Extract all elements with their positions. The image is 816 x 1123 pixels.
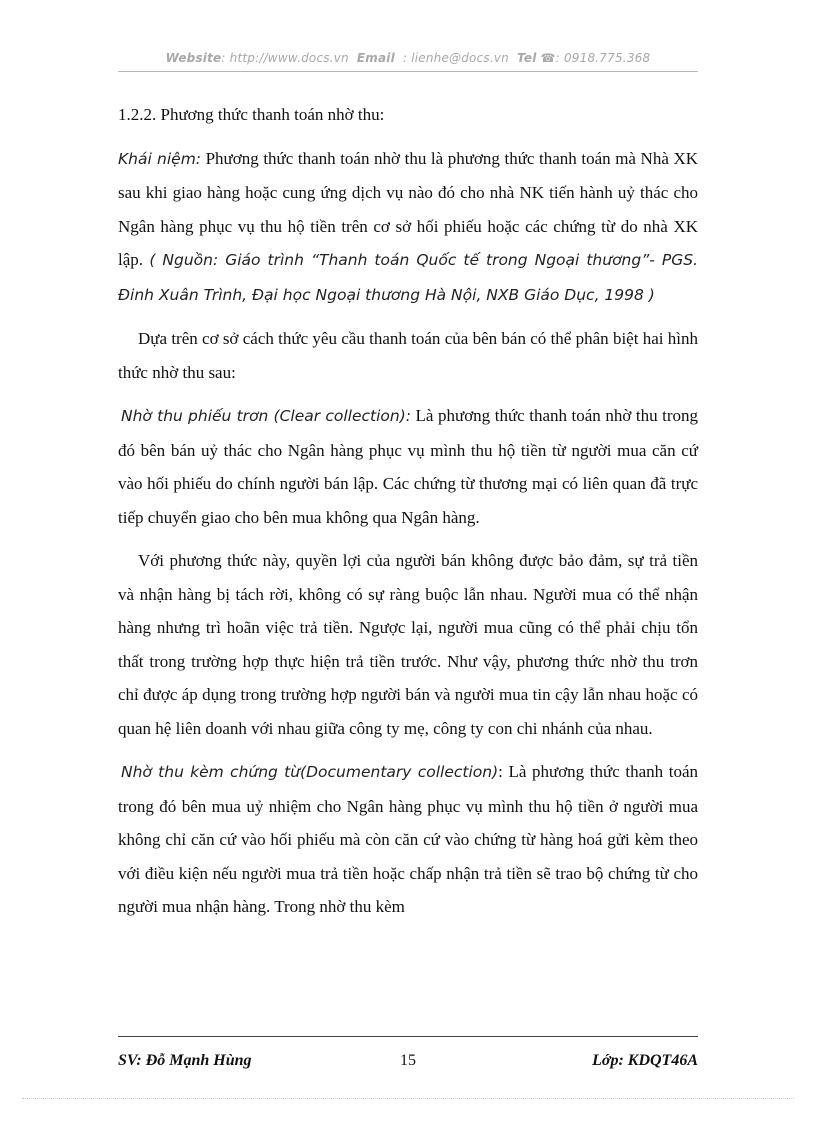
tel-label: Tel xyxy=(517,51,537,65)
website-label: Website xyxy=(165,51,222,65)
page-footer xyxy=(118,1052,698,1076)
page-header xyxy=(118,51,698,65)
page-number: 15 xyxy=(400,1052,416,1069)
clear-collection-analysis: Với phương thức này, quyền lợi của người bán không được bảo đảm, sự trả tiền và nhận hàng bị tách rời, không có sự ràng buộc lẫn nhau. Người mua có thể nhận hàng nhưng trì hoãn việc trả tiền. Ngược lại, người mua cũng có thể phải chịu tổn thất trong trường hợp thực hiện trả tiền trước. Như vậy, phương thức nhờ thu trơn chỉ được áp dụng trong trường hợp người bán và người mua tin cậy lẫn nhau hoặc có quan hệ liên doanh với nhau giữa công ty mẹ, công ty con chi nhánh của nhau. xyxy=(118,551,698,738)
concept-label: Khái niệm: xyxy=(118,149,202,168)
header-divider xyxy=(118,71,698,72)
email-label: Email xyxy=(356,51,395,65)
class-code: Lớp: KDQT46A xyxy=(592,1052,698,1069)
concept-text: Phương thức thanh toán nhờ thu là phương thức thanh toán mà Nhà XK sau khi giao hàng hoặc cung ứng dịch vụ nào đó cho nhà NK tiến hành uỷ thác cho Ngân hàng phục vụ thu hộ tiền trên cơ sở hối phiếu hoặc các chứng từ do nhà XK lập. xyxy=(118,148,698,269)
student-name: SV: Đỗ Mạnh Hùng xyxy=(118,1052,252,1069)
email-value: : lienhe@docs.vn xyxy=(402,51,509,65)
document-body xyxy=(118,98,698,924)
section-heading: 1.2.2. Phương thức thanh toán nhờ thu: xyxy=(118,105,385,124)
page-edge-divider xyxy=(22,1098,794,1099)
documentary-collection-term: Nhờ thu kèm chứng từ(Documentary collection) xyxy=(121,763,499,781)
website-value: : http://www.docs.vn xyxy=(221,51,349,65)
phone-icon: ☎ xyxy=(540,51,556,65)
clear-collection-paragraph xyxy=(118,399,698,534)
documentary-collection-text: : Là phương thức thanh toán trong đó bên mua uỷ nhiệm cho Ngân hàng phục vụ mình thu hộ tiền ở người mua không chỉ căn cứ vào hối phiếu mà còn căn cứ vào chứng từ hàng hoá gửi kèm theo với điều kiện nếu người mua trả tiền hoặc chấp nhận trả tiền sẽ trao bộ chứng từ cho người mua nhận hàng. Trong nhờ thu kèm xyxy=(118,762,698,916)
clear-collection-text: Là phương thức thanh toán nhờ thu trong đó bên bán uỷ thác cho Ngân hàng phục vụ mình thu hộ tiền từ người mua căn cứ vào hối phiếu do chính người bán lập. Các chứng từ thương mại có liên quan đã trực tiếp chuyển giao cho bên mua không qua Ngân hàng. xyxy=(118,406,698,527)
concept-source: ( Nguồn: Giáo trình “Thanh toán Quốc tế trong Ngoại thương”- PGS. Đinh Xuân Trình, Đại học Ngoại thương Hà Nội, NXB Giáo Dục, 1998 ) xyxy=(118,251,698,304)
intro-paragraph: Dựa trên cơ sở cách thức yêu cầu thanh toán của bên bán có thể phân biệt hai hình thức nhờ thu sau: xyxy=(118,329,698,382)
clear-collection-term: Nhờ thu phiếu trơn (Clear collection): xyxy=(121,407,411,425)
documentary-collection-paragraph xyxy=(118,755,698,924)
tel-value: : 0918.775.368 xyxy=(555,51,651,65)
concept-paragraph xyxy=(118,142,698,313)
footer-divider xyxy=(118,1036,698,1037)
